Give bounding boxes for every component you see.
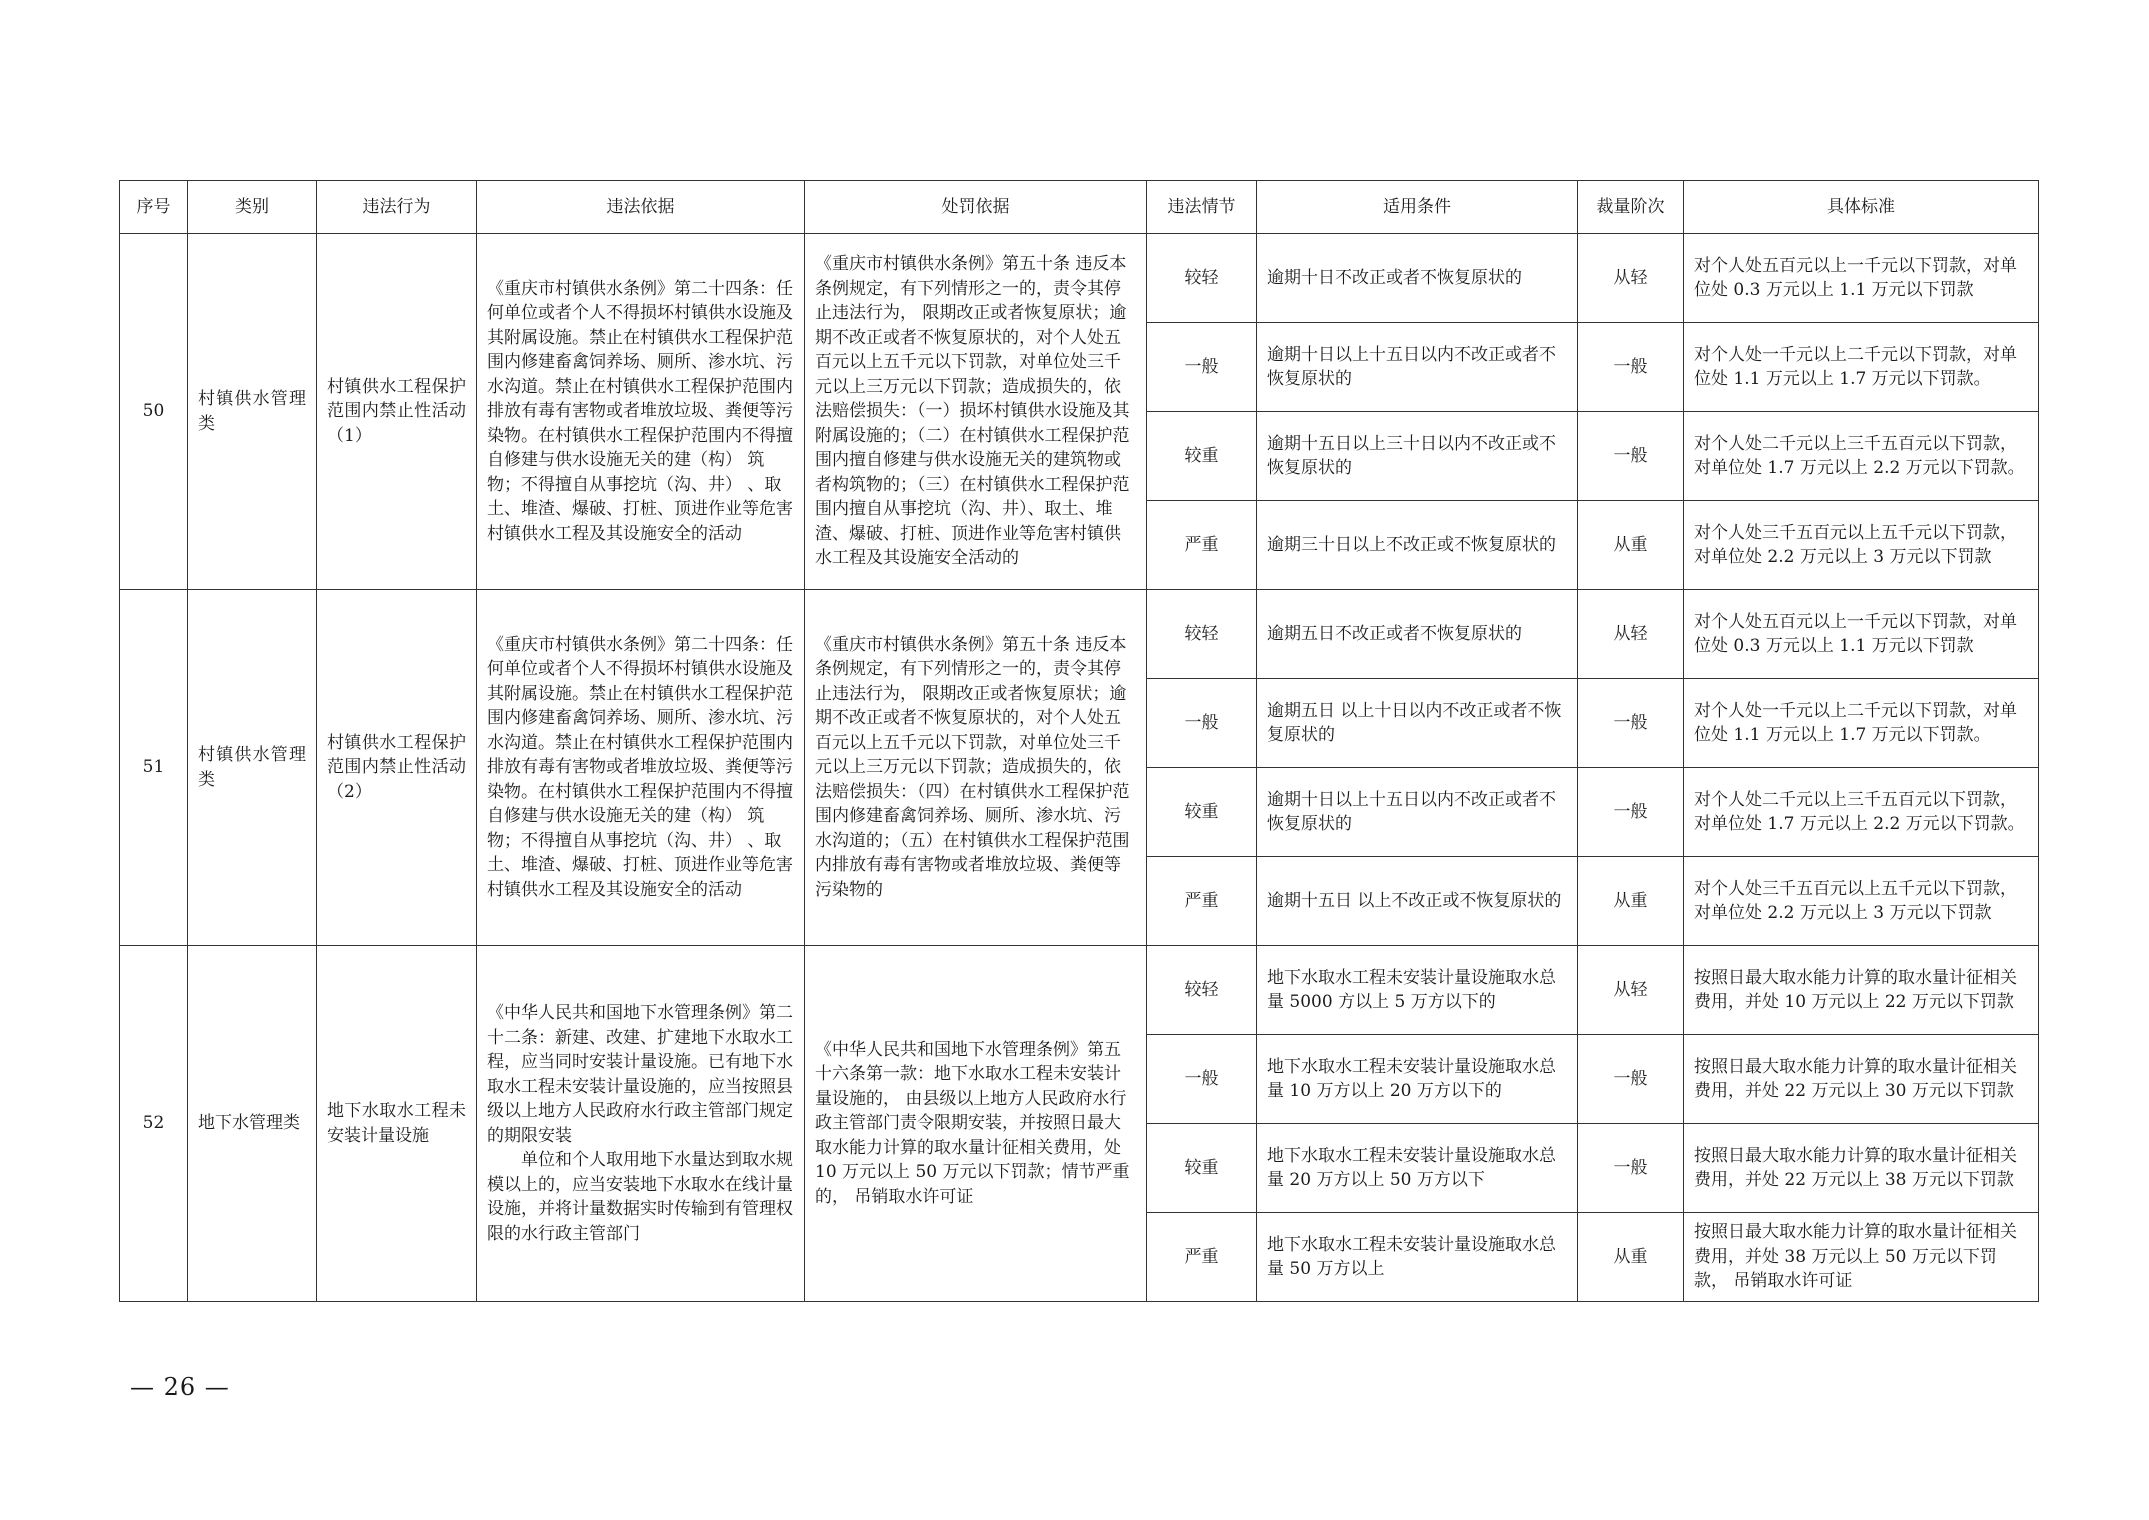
sub-standard: 对个人处五百元以上一千元以下罚款，对单位处 0.3 万元以上 1.1 万元以下罚款	[1684, 590, 2039, 679]
sub-level: 一般	[1147, 323, 1257, 412]
sub-tier: 一般	[1578, 323, 1684, 412]
table-row	[120, 590, 2039, 679]
penalty-discretion-table	[119, 180, 2039, 1302]
sub-standard: 对个人处一千元以上二千元以下罚款，对单位处 1.1 万元以上 1.7 万元以下罚款。	[1684, 679, 2039, 768]
header-standard: 具体标准	[1684, 181, 2039, 234]
sub-standard: 对个人处五百元以上一千元以下罚款，对单位处 0.3 万元以上 1.1 万元以下罚款	[1684, 234, 2039, 323]
header-condition: 适用条件	[1257, 181, 1578, 234]
sub-tier: 一般	[1578, 768, 1684, 857]
sub-tier: 一般	[1578, 1035, 1684, 1124]
sub-level: 较重	[1147, 412, 1257, 501]
sub-tier: 一般	[1578, 679, 1684, 768]
row-legal-basis	[477, 946, 805, 1302]
page-number: — 26 —	[130, 1373, 230, 1401]
sub-condition: 地下水取水工程未安装计量设施取水总量 5000 方以上 5 万方以下的	[1257, 946, 1578, 1035]
row-legal-basis: 《重庆市村镇供水条例》第二十四条：任何单位或者个人不得损坏村镇供水设施及其附属设施。禁止在村镇供水工程保护范围内修建畜禽饲养场、厕所、渗水坑、污水沟道。禁止在村镇供水工程保护范围内排放有毒有害物或者堆放垃圾、粪便等污染物。在村镇供水工程保护范围内不得擅自修建与供水设施无关的建（构） 筑物；不得擅自从事挖坑（沟、井） 、取土、堆渣、爆破、打桩、顶进作业等危害村镇供水工程及其设施安全的活动	[477, 590, 805, 946]
header-level: 违法情节	[1147, 181, 1257, 234]
header-category: 类别	[188, 181, 317, 234]
sub-standard: 对个人处二千元以上三千五百元以下罚款，对单位处 1.7 万元以上 2.2 万元以下罚款。	[1684, 768, 2039, 857]
sub-standard: 对个人处二千元以上三千五百元以下罚款，对单位处 1.7 万元以上 2.2 万元以下罚款。	[1684, 412, 2039, 501]
sub-standard: 按照日最大取水能力计算的取水量计征相关费用，并处 10 万元以上 22 万元以下罚款	[1684, 946, 2039, 1035]
sub-condition: 逾期五日 以上十日以内不改正或者不恢复原状的	[1257, 679, 1578, 768]
sub-level: 较重	[1147, 768, 1257, 857]
header-tier: 裁量阶次	[1578, 181, 1684, 234]
sub-tier: 一般	[1578, 412, 1684, 501]
sub-tier: 从轻	[1578, 234, 1684, 323]
sub-condition: 逾期十日以上十五日以内不改正或者不恢复原状的	[1257, 323, 1578, 412]
sub-standard: 对个人处三千五百元以上五千元以下罚款，对单位处 2.2 万元以上 3 万元以下罚款	[1684, 501, 2039, 590]
table-row	[120, 946, 2039, 1035]
header-behavior: 违法行为	[317, 181, 477, 234]
sub-level: 一般	[1147, 679, 1257, 768]
header-basis: 违法依据	[477, 181, 805, 234]
legal-basis-paragraph-1: 《中华人民共和国地下水管理条例》第二十二条：新建、改建、扩建地下水取水工程，应当同时安装计量设施。已有地下水取水工程未安装计量设施的，应当按照县级以上地方人民政府水行政主管部门规定的期限安装	[487, 1003, 793, 1146]
sub-standard: 按照日最大取水能力计算的取水量计征相关费用，并处 38 万元以上 50 万元以下罚款， 吊销取水许可证	[1684, 1213, 2039, 1302]
row-number: 50	[120, 234, 188, 590]
sub-tier: 从轻	[1578, 946, 1684, 1035]
sub-condition: 逾期五日不改正或者不恢复原状的	[1257, 590, 1578, 679]
row-penalty-basis: 《重庆市村镇供水条例》第五十条 违反本条例规定，有下列情形之一的，责令其停止违法行为， 限期改正或者恢复原状；逾期不改正或者不恢复原状的，对个人处五百元以上五千元以下罚款，对单位处三千元以上三万元以下罚款；造成损失的，依法赔偿损失：（一）损坏村镇供水设施及其附属设施的；（二）在村镇供水工程保护范围内擅自修建与供水设施无关的建筑物或者构筑物的；（三）在村镇供水工程保护范围内擅自从事挖坑（沟、井）、取土、堆渣、爆破、打桩、顶进作业等危害村镇供水工程及其设施安全活动的	[805, 234, 1147, 590]
row-behavior: 村镇供水工程保护范围内禁止性活动（1）	[317, 234, 477, 590]
sub-condition: 逾期三十日以上不改正或不恢复原状的	[1257, 501, 1578, 590]
sub-condition: 地下水取水工程未安装计量设施取水总量 50 万方以上	[1257, 1213, 1578, 1302]
sub-condition: 逾期十五日以上三十日以内不改正或不恢复原状的	[1257, 412, 1578, 501]
row-category: 地下水管理类	[188, 946, 317, 1302]
sub-condition: 地下水取水工程未安装计量设施取水总量 10 万方以上 20 万方以下的	[1257, 1035, 1578, 1124]
row-penalty-basis: 《重庆市村镇供水条例》第五十条 违反本条例规定，有下列情形之一的，责令其停止违法行为， 限期改正或者恢复原状；逾期不改正或者不恢复原状的，对个人处五百元以上五千元以下罚款，对单位处三千元以上三万元以下罚款；造成损失的，依法赔偿损失：（四）在村镇供水工程保护范围内修建畜禽饲养场、厕所、渗水坑、污水沟道的；（五）在村镇供水工程保护范围内排放有毒有害物或者堆放垃圾、粪便等污染物的	[805, 590, 1147, 946]
sub-level: 严重	[1147, 501, 1257, 590]
sub-condition: 地下水取水工程未安装计量设施取水总量 20 万方以上 50 万方以下	[1257, 1124, 1578, 1213]
row-number: 52	[120, 946, 188, 1302]
row-behavior: 村镇供水工程保护范围内禁止性活动（2）	[317, 590, 477, 946]
sub-tier: 从重	[1578, 1213, 1684, 1302]
sub-level: 较轻	[1147, 590, 1257, 679]
row-legal-basis: 《重庆市村镇供水条例》第二十四条：任何单位或者个人不得损坏村镇供水设施及其附属设施。禁止在村镇供水工程保护范围内修建畜禽饲养场、厕所、渗水坑、污水沟道。禁止在村镇供水工程保护范围内排放有毒有害物或者堆放垃圾、粪便等污染物。在村镇供水工程保护范围内不得擅自修建与供水设施无关的建（构） 筑物；不得擅自从事挖坑（沟、井） 、取土、堆渣、爆破、打桩、顶进作业等危害村镇供水工程及其设施安全的活动	[477, 234, 805, 590]
sub-level: 较轻	[1147, 946, 1257, 1035]
sub-standard: 对个人处一千元以上二千元以下罚款，对单位处 1.1 万元以上 1.7 万元以下罚款。	[1684, 323, 2039, 412]
row-number: 51	[120, 590, 188, 946]
sub-condition: 逾期十日以上十五日以内不改正或者不恢复原状的	[1257, 768, 1578, 857]
row-category: 村镇供水管理类	[188, 590, 317, 946]
row-penalty-basis: 《中华人民共和国地下水管理条例》第五十六条第一款：地下水取水工程未安装计量设施的， 由县级以上地方人民政府水行政主管部门责令限期安装，并按照日最大取水能力计算的取水量计征相关费用，处 10 万元以上 50 万元以下罚款；情节严重的， 吊销取水许可证	[805, 946, 1147, 1302]
sub-level: 一般	[1147, 1035, 1257, 1124]
sub-tier: 从重	[1578, 501, 1684, 590]
sub-tier: 从轻	[1578, 590, 1684, 679]
sub-condition: 逾期十日不改正或者不恢复原状的	[1257, 234, 1578, 323]
sub-tier: 一般	[1578, 1124, 1684, 1213]
sub-level: 较轻	[1147, 234, 1257, 323]
sub-standard: 按照日最大取水能力计算的取水量计征相关费用，并处 22 万元以上 38 万元以下罚款	[1684, 1124, 2039, 1213]
sub-level: 较重	[1147, 1124, 1257, 1213]
row-behavior: 地下水取水工程未安装计量设施	[317, 946, 477, 1302]
sub-level: 严重	[1147, 857, 1257, 946]
header-row	[120, 181, 2039, 234]
header-no: 序号	[120, 181, 188, 234]
sub-tier: 从重	[1578, 857, 1684, 946]
sub-condition: 逾期十五日 以上不改正或不恢复原状的	[1257, 857, 1578, 946]
sub-standard: 对个人处三千五百元以上五千元以下罚款，对单位处 2.2 万元以上 3 万元以下罚款	[1684, 857, 2039, 946]
sub-level: 严重	[1147, 1213, 1257, 1302]
header-penalty: 处罚依据	[805, 181, 1147, 234]
legal-basis-paragraph-2: 单位和个人取用地下水量达到取水规模以上的，应当安装地下水取水在线计量设施，并将计量数据实时传输到有管理权限的水行政主管部门	[487, 1150, 793, 1244]
table-row	[120, 234, 2039, 323]
sub-standard: 按照日最大取水能力计算的取水量计征相关费用，并处 22 万元以上 30 万元以下罚款	[1684, 1035, 2039, 1124]
row-category: 村镇供水管理类	[188, 234, 317, 590]
